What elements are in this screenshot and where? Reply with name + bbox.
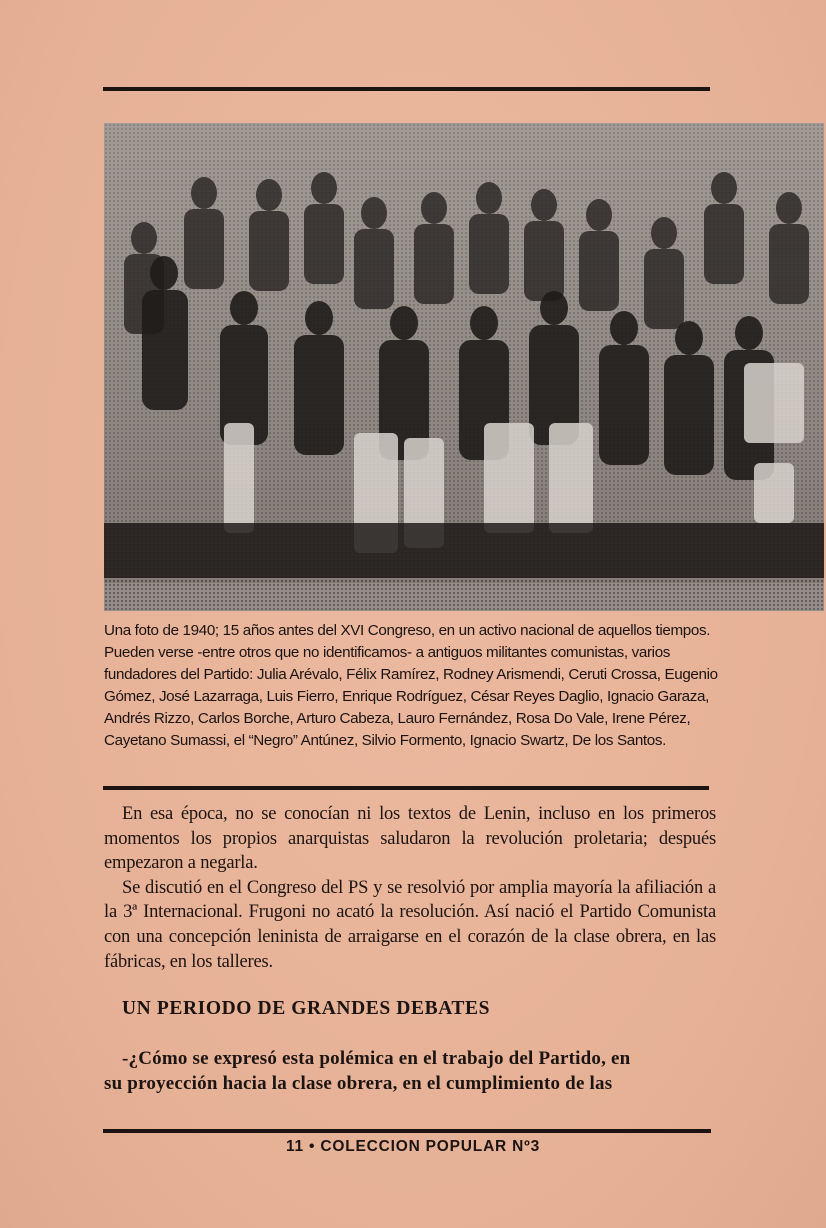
question-line: -¿Cómo se expresó esta polémica en el trabajo del Partido, en (122, 1048, 631, 1069)
group-photo (104, 123, 824, 611)
question-line: su proyección hacia la clase obrera, en el cumplimiento de las (104, 1073, 613, 1094)
photo-caption: Una foto de 1940; 15 años antes del XVI Congreso, en un activo nacional de aquellos tiempos. Pueden verse -entre otros que no identificamos- a antiguos militantes comunistas, varios fundadores del Partido: Julia Arévalo, Félix Ramírez, Rodney Arismendi, Ceruti Crossa, Eugenio Gómez, José Lazarraga, Luis Fierro, Enrique Rodríguez, César Reyes Daglio, Ignacio Garaza, Andrés Rizzo, Carlos Borche, Arturo Cabeza, Lauro Fernández, Rosa Do Vale, Irene Pérez, Cayetano Sumassi, el “Negro” Antúnez, Silvio Formento, Ignacio Swartz, De los Santos. (104, 622, 718, 749)
body-text (104, 802, 716, 974)
top-rule (103, 87, 710, 91)
body-paragraph: Se discutió en el Congreso del PS y se resolvió por amplia mayoría la afiliación a la 3ª Internacional. Frugoni no acató la resolución. Así nació el Partido Comunista con una concepción leninista de arraigarse en el corazón de la clase obrera, en las fábricas, en los talleres. (104, 877, 716, 972)
group-photo-icon (104, 123, 824, 611)
body-paragraph: En esa época, no se conocían ni los textos de Lenin, incluso en los primeros momentos los propios anarquistas saludaron la revolución proletaria; después empezaron a negarla. (104, 804, 716, 874)
interview-question (104, 1046, 716, 1096)
section-heading: UN PERIODO DE GRANDES DEBATES (122, 998, 491, 1019)
page-footer: 11 • COLECCION POPULAR Nº3 (285, 1138, 541, 1155)
bottom-rule (103, 1129, 711, 1133)
middle-rule (103, 786, 709, 790)
